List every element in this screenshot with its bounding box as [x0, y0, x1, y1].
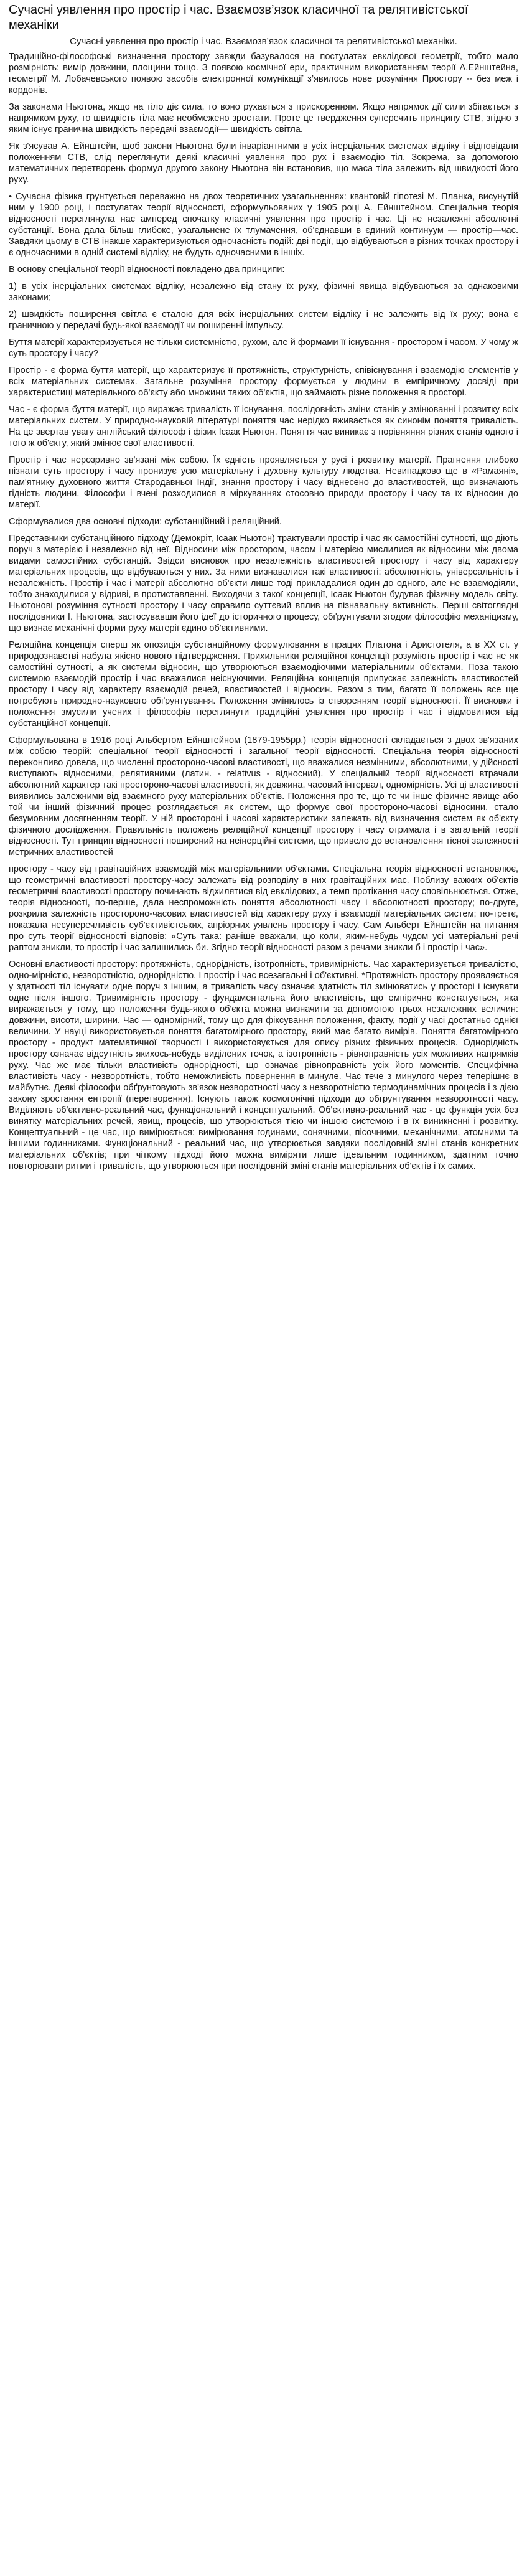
paragraph: • Сучасна фізика грунтується переважно на двох теоретичних узагальненнях: квантовій гіпотезі М. Планка, висунутій ним у 1900 році, і постулатах теорії відносності, сформульованих у 1905 році А. Ейнштейном. Спеціальна теорія відносності переглянула нас амперед спочатку класичні уявлення про простір і час. Ці не незалежні абсолютні субстанції. Вона дала більш глибоке, узагальнене їх тлумачення, об'єднавши в єдиний континуум — простір—час. Завдяки цьому в СТВ інакше характеризуються одночасність подій: дві події, що відбуваються в різних точках простору і є одночасними в одній системі відліку, не будуть одночасними в іншіх. — [9, 192, 518, 258]
paragraph: Основні властивості простору: протяжність, однорідність, ізотропність, тривимірність. Час характеризується тривалістю, одно-мірністю, незворотністю, однорідністю. І простір і час всезагальні і об'єктивні. *Протяжність простору проявляється у здатності тіл існувати одне поруч з іншим, а тривалість часу означає здатність тіл змінюватись у просторі і існувати одне після іншого. Тривимірність простору - фундаментальна його властивість, що емпірично констатується, яка виражається у тому, що положення будь-якого об'єкта можна визначити за допомогою трьох незалежних величин: довжини, висоти, ширини. Час — одномірний, тому що для фіксування положення, факту, події у часі достатньо однієї величини. У науці використовується поняття багатомірного простору, який має багато вимірів. Поняття багатомірного простору - продукт математичної творчості і використовується для опису різних фізичних процесів. Однорідність простору означає відсутність якихось-небудь виділених точок, а ізотропність - рівноправність усіх можливих напрямків руху. Час же має тільки властивість однорідності, що означає рівноправність усіх його моментів. Специфічна властивість часу - незворотність, тобто неможливість повернення в минуле. Час тече з минулого через теперішнє в майбутнє. Деякі філософи обґрунтовують зв'язок незворотності часу з незворотністю термодинамічних процесів і з дією закону зростання ентропії (перетворення). Існують також космогонічні підходи до обгрунтування незворотності часу. Виділяють об'єктивно-реальний час, функціональний і концептуальний. Об'єктивно-реальний час - це функція усіх без винятку матеріальних речей, явищ, процесів, що утворюються тією чи іншою системою і в їх виникненні і розвитку. Концептуальний - це час, що вимірюється: вимірювання годинами, сонячними, пісочними, механічними, атомними та іншими годинниками. Функціональний - реальний час, що утворюється завдяки послідовній зміні станів конкретних матеріальних об'єктів; при чіткому підході його можна виміряти лише ідеальним годинником, здатним точно повторювати ритми і тривалість, що утворюються при послідовній зміні станів матеріальних об'єктів і їх самих. — [9, 960, 518, 1171]
document-page — [0, 0, 527, 1186]
paragraph: Буття матерії характеризується не тільки системністю, рухом, але й формами її існування - простором і часом. У чому ж суть простору і часу? — [9, 337, 518, 359]
paragraph: 2) швидкість поширення світла є сталою для всіх інерціальних систем відліку і не залежить від їх руху; вона є граничною у передачі будь-якої взаємодії чи поширенні імпульсу. — [9, 309, 518, 331]
paragraph: Простір і час нерозривно зв'язані між собою. Їх єдність проявляється у русі і розвитку матерії. Прагнення глибоко пізнати суть простору і часу пронизує усю матеріальну і духовну культуру людства. Невипадково ще в «Рамаяні», пам'ятнику духовного життя Стародавньої Індії, знання простору і часу віднесено до властивостей, що визначають гідність людини. Філософи і вчені розходилися в міркуваннях стосовно природи простору і часу та їх відносин до матерії. — [9, 455, 518, 510]
paragraph: Реляційна концепція сперш як опозиція субстанційному формулювання в працях Платона і Аристотеля, а в XX ст. у природознавстві набула якісно нового підтвердження. Прихильники реляційної концепції розуміють простір і час не як самостійні сутності, а як системи відносин, що утворюються взаємодіючими матеріальними об'єктами. Поза такою системою взаємодій простір і час вважалися неіснуючими. Реляційна концепція припускає залежність властивостей простору і часу від характеру взаємодій речей, властивостей і відносин. Разом з тим, багато її положень все ще потребують природно-наукового обґрунтування. Положення змінилось із створенням теорії відносності. Її висновки і положення змусили учених і філософів переглянути традиційні уявлення про простір і час і відмовитися від субстанційної концепції. — [9, 640, 518, 729]
paragraph: Сформувалися два основні підходи: субстанційний і реляційний. — [9, 517, 282, 527]
document-title: Сучасні уявлення про простір і час. Взаємозв’язок класичної та релятивістської механіки — [9, 3, 469, 32]
paragraph: Простір - є форма буття матерії, що характеризує її протяжність, структурність, співіснування і взаємодію елементів у всіх матеріальних системах. Загальне розуміння простору формується у людини в емпіричному досвіді при характеристиці матеріального об'єкту або множини таких об'єктів, що займають різне положення в просторі. — [9, 366, 518, 398]
paragraph: Представники субстанційного підходу (Демокріт, Ісаак Ньютон) трактували простір і час як самостійні сутності, що діють поруч з матерією і незалежно від неї. Відносини між простором, часом і матерією мислилися як відносини між двома видами самостійних субстанцій. Звідси висновок про незалежність властивостей простору і часу від характеру матеріальних процесів, що відбуваються у них. За ними визнавалися такі властивості: абсолютність, універсальність і незалежність. Простір і час і матерії абсолютно об'єкти лише тоді прикладалися один до одного, але не взаємодіяли, тобто знаходилися у відриві, в протиставленні. Виходячи з такої концепції, Ісаак Ньютон будував фізичну модель світу. Ньютонові розуміння сутності простору і часу справило суттєвий вплив на пізнавальну активність. Перші світоглядні послідовники І. Ньютона, застосувавши його ідеї до історичного процесу, обґрунтували згодом філософію механіцизму, що визнає механічні форми руху матерії єдино об'єктивними. — [9, 534, 518, 633]
paragraph: Як з'ясував А. Ейнштейн, щоб закони Ньютона були інваріантними в усіх інерціальних системах відліку і відповідали положенням СТВ, слід переглянути деякі класичні уявлення про рух і взаємодію тіл. Зокрема, за допомогою математичних перетворень формул другого закону Ньютона він встановив, що маса тіла залежить від швидкості його руху. — [9, 141, 518, 185]
document-subtitle: Сучасні уявлення про простір і час. Взаємозв’язок класичної та релятивістської механіки. — [70, 36, 457, 47]
paragraph: Час - є форма буття матерії, що виражає тривалість її існування, послідовність зміни станів у змінюванні і розвитку всіх матеріальних систем. У природно-науковій літературі поняття час нерідко вживається як синонім поняття тривалість. На це звертав увагу англійський філософ і фізик Ісаак Ньютон. Поняття час виникає з порівняння різних станів одного і того ж об'єкту, який змінює свої властивості. — [9, 405, 518, 448]
paragraph: простору - часу від гравітаційних взаємодій між матеріальними об'єктами. Спеціальна теорія відносності встановлює, що геометричні властивості простору-часу залежать від розподілу в них гравітаційних мас. Поблизу важких об'єктів геометричні властивості простору починають відхилятися від евклідових, а темп протікання часу сповільнюється. Отже, теорія відносності, по-перше, дала неспроможність поняття абсолютності часу і абсолютності простору; по-друге, розкрила залежність простороно-часових властивостей від характеру руху і взаємодії матеріальних систем; по-третє, показала несуперечливість суб'єктивістських, апріорних уявлень простору і часу. Сам Альберт Ейнштейн на питання про суть теорії відносності відповів: «Суть така: раніше вважали, що коли, яким-небудь чудом усі матеріальні речі раптом зникли, то простір і час залишились би. Згідно теорії відносності разом з речами зникли б і простір і час». — [9, 864, 518, 953]
paragraph: В основу спеціальної теорії відносності покладено два принципи: — [9, 265, 285, 275]
paragraph: Сформульована в 1916 році Альбертом Ейнштейном (1879-1955рр.) теорія відносності складається з двох зв'язаних між собою теорій: спеціальної теорії відносності і загальної теорії відносності. Спеціальна теорія відносності переконливо довела, що численні простороно-часові властивості, що вважалися незмінними, абсолютними, у дійсності виступають відносними, релятивними (латин. - relativus - відносний). У спеціальній теорії відносності втрачали абсолютний характер такі простороно-часові властивості, як довжина, часовий інтервал, одномірність. Усі ці властивості виявились залежними від взаємного руху матеріальних об'єктів. Положення про те, що те чи інше фізичне явище або той чи інший фізичний процес розглядається як систем, що формує свої простороно-часові відносини, стало безумовним досягненням теорії. У ній простороні і часові характеристики залежать від визначення систем як об'єкту фізичного дослідження. Правильність положень реляційної концепції простору і часу отримала і в загальній теорії відносності. Тут принцип відносності поширений на неінерційні системи, що привело до встановлення тісної залежності метричних властивостей — [9, 735, 518, 857]
paragraph: Традиційно-філософські визначення простору завжди базувалося на постулатах евклідової геометрії, тобто мало розмірність: вимір довжини, площини тощо. З появою космічної ери, практичним використанням теорії А.Ейнштейна, геометрії М. Лобачевського появою засобів електронної комунікації з’явилось нове розуміння Простору -- без меж і кордонів. — [9, 52, 518, 95]
document-body — [9, 51, 518, 1172]
paragraph: За законами Ньютона, якщо на тіло діє сила, то воно рухається з прискоренням. Якщо напрямок дії сили збігається з напрямком руху, то швидкість тіла має необмежено зростати. Проте це твердження суперечить принципу СТВ, згідно з яким існує гранична швидкість передачі взаємодії— швидкість світла. — [9, 102, 518, 134]
paragraph: 1) в усіх інерціальних системах відліку, незалежно від стану їх руху, фізичні явища відбуваються за однаковими законами; — [9, 281, 518, 303]
